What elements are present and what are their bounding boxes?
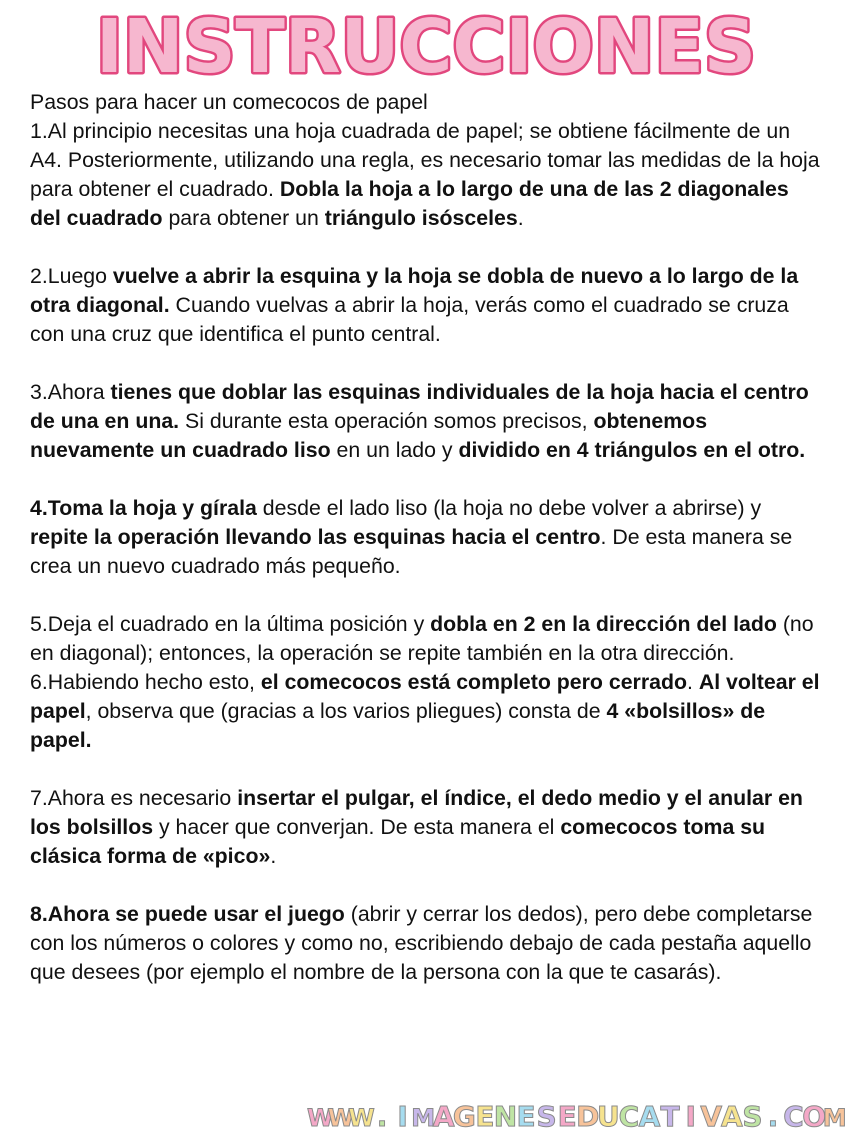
step-text: (no en diagonal); entonces, la operación se repite también en la otra dirección. xyxy=(30,612,814,665)
paragraph-gap xyxy=(30,349,820,378)
step-text: 1.Al principio necesitas una hoja cuadrada de papel; se obtiene fácilmente de un A4. Posteriormente, utilizando una regla, es necesario tomar las medidas de la hoja para obtener el cuadrado. xyxy=(30,119,820,201)
footer-letter: E xyxy=(557,1100,577,1133)
step-bold-text: 4 «bolsillos» de papel. xyxy=(30,699,766,752)
instruction-step xyxy=(30,668,820,755)
instruction-step xyxy=(30,900,820,987)
footer-letter: N xyxy=(493,1100,518,1133)
footer-letter: W xyxy=(348,1104,375,1132)
step-bold-text: dividido en 4 triángulos en el otro. xyxy=(458,438,806,462)
footer-letter: C xyxy=(783,1100,804,1133)
instruction-step xyxy=(30,262,820,349)
step-bold-text: obtenemos nuevamente un cuadrado liso xyxy=(30,409,708,462)
step-text: Si durante esta operación somos precisos, xyxy=(179,409,594,433)
step-text: . De esta manera se crea un nuevo cuadrado más pequeño. xyxy=(30,525,793,578)
footer-letter: W xyxy=(327,1104,355,1132)
step-bold-text: Al voltear el papel xyxy=(30,670,820,723)
step-text: 3.Ahora xyxy=(30,380,111,404)
intro-line: Pasos para hacer un comecocos de papel xyxy=(30,90,428,114)
footer-watermark xyxy=(307,1097,847,1133)
step-bold-text: el comecocos está completo pero cerrado xyxy=(260,670,687,694)
footer-url xyxy=(307,1100,847,1133)
step-text: 6.Habiendo hecho esto, xyxy=(30,670,261,694)
footer-letter: E xyxy=(475,1100,495,1133)
footer-letter: . xyxy=(376,1100,388,1133)
paragraph-gap xyxy=(30,755,820,784)
footer-letter: D xyxy=(576,1100,600,1133)
step-text: 7.Ahora es necesario xyxy=(30,786,238,810)
step-bold-text: vuelve a abrir la esquina y la hoja se dobla de nuevo a lo largo de la otra diagonal. xyxy=(30,264,799,317)
footer-letter: S xyxy=(536,1100,557,1133)
footer-letter: G xyxy=(452,1100,476,1133)
step-bold-text: comecocos toma su clásica forma de «pico» xyxy=(30,815,766,868)
footer-letter: M xyxy=(411,1104,436,1132)
instruction-step xyxy=(30,494,820,581)
footer-letter: M xyxy=(822,1104,847,1132)
step-bold-text: Dobla la hoja a lo largo de una de las 2 diagonales del cuadrado xyxy=(30,177,789,230)
step-bold-text: 4.Toma la hoja y gírala xyxy=(30,496,257,520)
footer-letter: A xyxy=(638,1100,661,1133)
step-bold-text: insertar el pulgar, el índice, el dedo medio y el anular en los bolsillos xyxy=(30,786,803,839)
instructions-body xyxy=(30,88,820,987)
step-text: para obtener un xyxy=(162,206,325,230)
page-title xyxy=(0,0,853,90)
footer-letter: V xyxy=(700,1100,723,1133)
step-bold-text: triángulo isósceles xyxy=(324,206,518,230)
step-text: desde el lado liso (la hoja no debe volver a abrirse) y xyxy=(256,496,762,520)
footer-letter: A xyxy=(432,1100,455,1133)
step-text: 5.Deja el cuadrado en la última posición y xyxy=(30,612,431,636)
instruction-step xyxy=(30,784,820,871)
footer-letter: U xyxy=(596,1100,620,1133)
paragraph-gap xyxy=(30,871,820,900)
title-text: INSTRUCCIONES xyxy=(96,4,756,90)
footer-letter: . xyxy=(767,1100,779,1133)
footer-letter: T xyxy=(660,1100,680,1133)
step-bold-text: dobla en 2 en la dirección del lado xyxy=(430,612,777,636)
step-text: (abrir y cerrar los dedos), pero debe completarse con los números o colores y como no, escribiendo debajo de cada pestaña aquello que desees (por ejemplo el nombre de la persona con la que te casarás). xyxy=(30,902,813,984)
paragraph-gap xyxy=(30,233,820,262)
footer-letter: I xyxy=(685,1100,696,1133)
instruction-step xyxy=(30,378,820,465)
footer-letter: I xyxy=(397,1100,408,1133)
paragraph-gap xyxy=(30,581,820,610)
step-text: . xyxy=(686,670,699,694)
footer-letter: W xyxy=(307,1104,334,1132)
step-text: 2.Luego xyxy=(30,264,113,288)
step-text: y hacer que converjan. De esta manera el xyxy=(153,815,561,839)
footer-letter: E xyxy=(516,1100,536,1133)
step-bold-text: repite la operación llevando las esquinas hacia el centro xyxy=(30,525,601,549)
step-text: en un lado y xyxy=(330,438,459,462)
step-bold-text: tienes que doblar las esquinas individuales de la hoja hacia el centro de una en una. xyxy=(30,380,809,433)
paragraph-gap xyxy=(30,465,820,494)
step-text: , observa que (gracias a los varios pliegues) consta de xyxy=(85,699,607,723)
instruction-step xyxy=(30,610,820,668)
step-text: . xyxy=(517,206,524,230)
footer-letter: A xyxy=(720,1100,743,1133)
footer-letter: O xyxy=(802,1100,827,1133)
step-text: . xyxy=(270,844,277,868)
step-bold-text: 8.Ahora se puede usar el juego xyxy=(30,902,345,926)
step-text: Cuando vuelvas a abrir la hoja, verás como el cuadrado se cruza con una cruz que identifica el punto central. xyxy=(30,293,789,346)
footer-letter: S xyxy=(742,1100,763,1133)
footer-letter: C xyxy=(618,1100,640,1133)
instruction-step xyxy=(30,117,820,233)
